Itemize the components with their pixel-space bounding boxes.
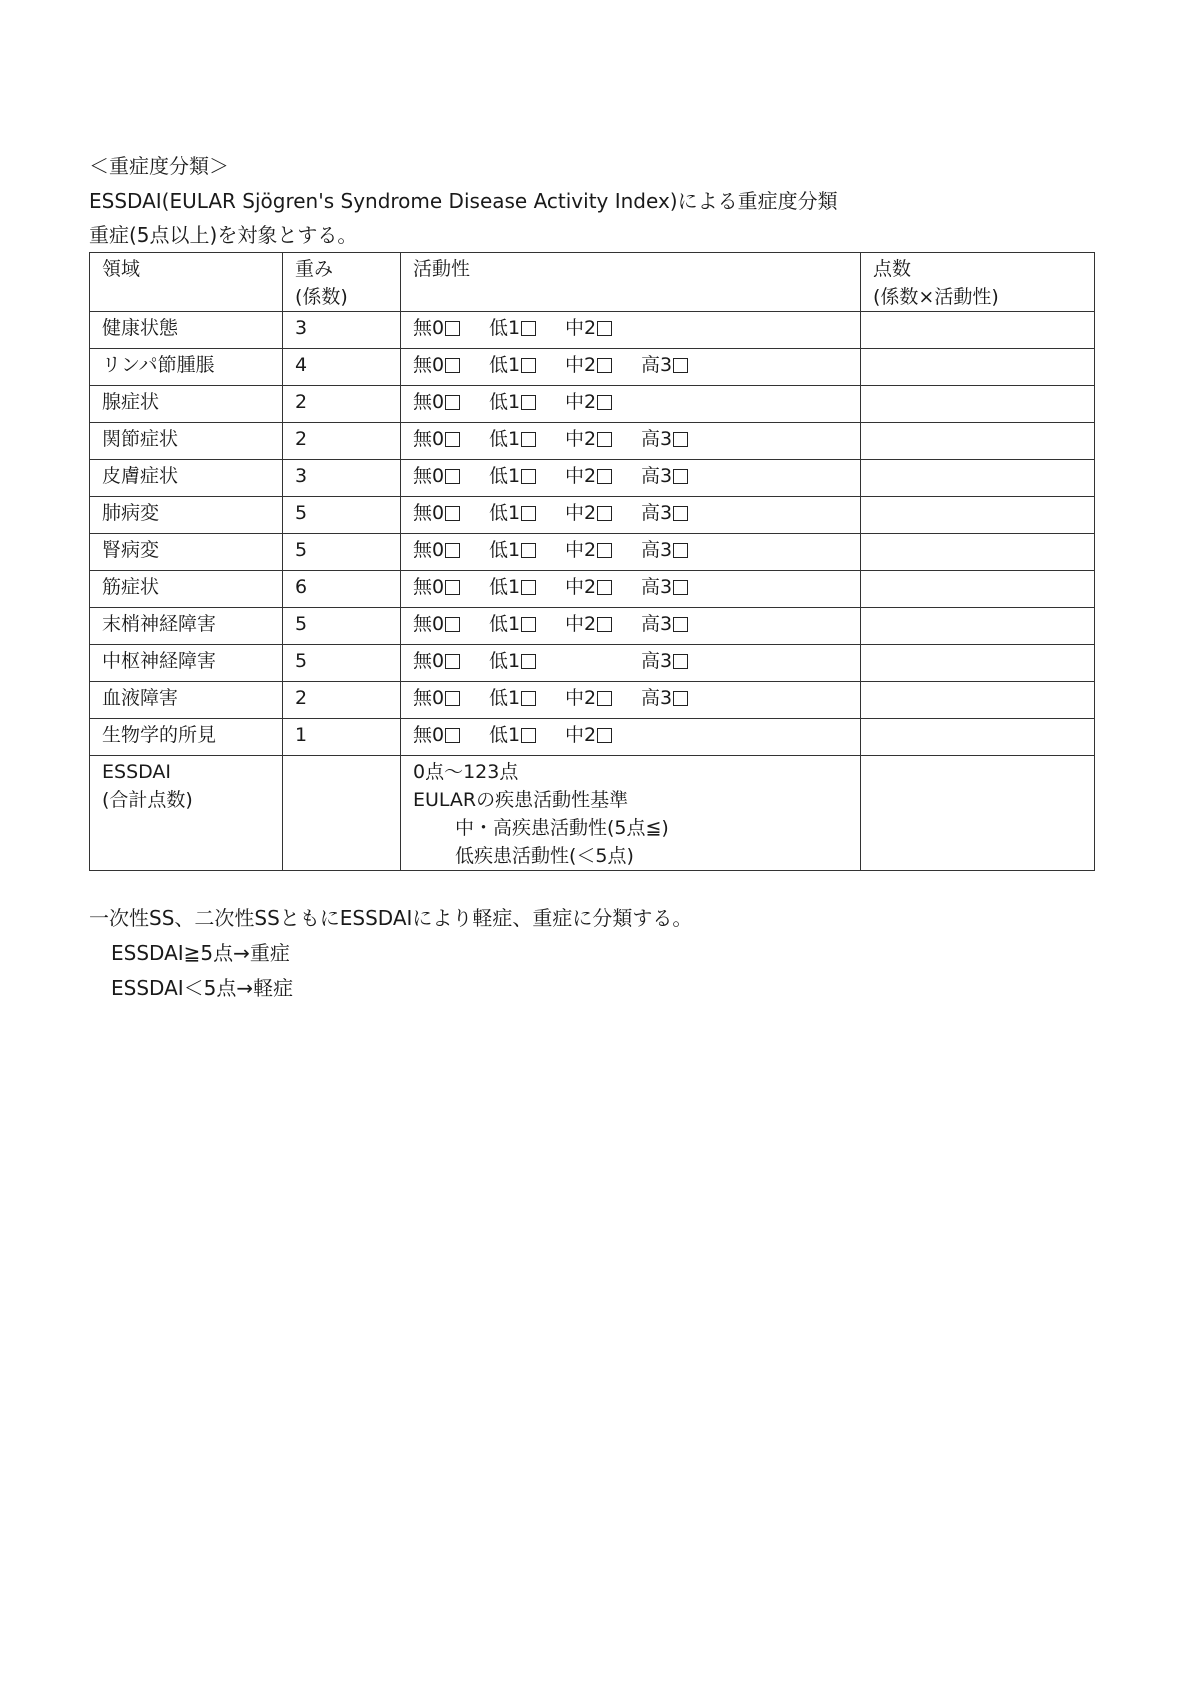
activity-option[interactable] <box>641 573 717 601</box>
activity-option-label: 高3 <box>641 465 673 487</box>
checkbox-icon[interactable] <box>521 728 536 743</box>
activity-option-label: 高3 <box>641 354 673 376</box>
checkbox-icon[interactable] <box>597 358 612 373</box>
activity-option[interactable] <box>565 573 641 601</box>
checkbox-icon[interactable] <box>445 469 460 484</box>
checkbox-icon[interactable] <box>673 432 688 447</box>
activity-option[interactable] <box>489 425 565 453</box>
checkbox-icon[interactable] <box>521 654 536 669</box>
activity-option-label: 中2 <box>565 428 597 450</box>
activity-option[interactable] <box>565 351 641 379</box>
activity-option-label: 中2 <box>565 354 597 376</box>
activity-option[interactable] <box>489 462 565 490</box>
activity-cell <box>401 312 861 349</box>
domain-cell: 肺病変 <box>90 497 283 534</box>
activity-option[interactable] <box>489 388 565 416</box>
domain-cell: リンパ節腫脹 <box>90 349 283 386</box>
activity-option-label: 高3 <box>641 576 673 598</box>
weight-cell: 4 <box>283 349 401 386</box>
activity-option-label: 中2 <box>565 391 597 413</box>
activity-option[interactable] <box>565 314 641 342</box>
table-row <box>90 534 1095 571</box>
activity-option-label: 低1 <box>489 539 521 561</box>
activity-option[interactable] <box>641 684 717 712</box>
activity-option-label: 低1 <box>489 465 521 487</box>
table-row <box>90 386 1095 423</box>
target-statement: 重症(5点以上)を対象とする。 <box>89 223 358 247</box>
activity-option-label: 中2 <box>565 317 597 339</box>
activity-option[interactable] <box>565 536 641 564</box>
header-score: 点数 (係数×活動性) <box>861 253 1095 312</box>
weight-cell: 2 <box>283 682 401 719</box>
score-cell[interactable] <box>861 682 1095 719</box>
activity-option-label: 中2 <box>565 465 597 487</box>
activity-option-label: 低1 <box>489 650 521 672</box>
domain-cell: 腎病変 <box>90 534 283 571</box>
weight-cell: 2 <box>283 423 401 460</box>
severe-rule: ESSDAI≧5点→重症 <box>111 941 290 965</box>
checkbox-icon[interactable] <box>673 654 688 669</box>
checkbox-icon[interactable] <box>673 506 688 521</box>
activity-option[interactable] <box>413 536 489 564</box>
activity-cell <box>401 349 861 386</box>
activity-option[interactable] <box>489 610 565 638</box>
activity-option-label: 中2 <box>565 724 597 746</box>
activity-cell <box>401 497 861 534</box>
activity-option[interactable] <box>489 573 565 601</box>
total-activity-cell: 0点～123点 EULARの疾患活動性基準 中・高疾患活動性(5点≦) 低疾患活動性(＜5点) <box>401 756 861 871</box>
weight-cell: 2 <box>283 386 401 423</box>
table-header-row <box>90 253 1095 312</box>
checkbox-icon[interactable] <box>597 691 612 706</box>
activity-option-label: 低1 <box>489 687 521 709</box>
weight-cell: 5 <box>283 645 401 682</box>
section-subtitle: ESSDAI(EULAR Sjögren's Syndrome Disease Activity Index)による重症度分類 <box>89 189 838 213</box>
checkbox-icon[interactable] <box>521 321 536 336</box>
activity-option[interactable] <box>489 314 565 342</box>
checkbox-icon[interactable] <box>445 506 460 521</box>
checkbox-icon[interactable] <box>597 543 612 558</box>
activity-option-label: 無0 <box>413 354 445 376</box>
checkbox-icon[interactable] <box>597 728 612 743</box>
checkbox-icon[interactable] <box>445 543 460 558</box>
score-cell[interactable] <box>861 645 1095 682</box>
table-row <box>90 682 1095 719</box>
checkbox-icon[interactable] <box>673 469 688 484</box>
activity-cell <box>401 682 861 719</box>
activity-option-label: 高3 <box>641 502 673 524</box>
weight-cell: 3 <box>283 312 401 349</box>
checkbox-icon[interactable] <box>597 617 612 632</box>
activity-option-label: 低1 <box>489 391 521 413</box>
checkbox-icon[interactable] <box>597 469 612 484</box>
activity-option[interactable] <box>641 647 717 675</box>
table-row <box>90 460 1095 497</box>
checkbox-icon[interactable] <box>521 580 536 595</box>
checkbox-icon[interactable] <box>445 580 460 595</box>
checkbox-icon[interactable] <box>521 469 536 484</box>
activity-option-label: 高3 <box>641 650 673 672</box>
activity-option[interactable] <box>565 425 641 453</box>
checkbox-icon[interactable] <box>521 617 536 632</box>
activity-cell <box>401 571 861 608</box>
weight-cell: 6 <box>283 571 401 608</box>
activity-option[interactable] <box>565 684 641 712</box>
activity-option-label: 無0 <box>413 650 445 672</box>
activity-option-label: 高3 <box>641 613 673 635</box>
table-row <box>90 571 1095 608</box>
activity-option-label: 低1 <box>489 613 521 635</box>
checkbox-icon[interactable] <box>673 580 688 595</box>
activity-option-label: 高3 <box>641 539 673 561</box>
domain-cell: 関節症状 <box>90 423 283 460</box>
activity-option-label: 無0 <box>413 539 445 561</box>
activity-option-label: 高3 <box>641 428 673 450</box>
activity-option-label: 低1 <box>489 502 521 524</box>
checkbox-icon[interactable] <box>597 432 612 447</box>
activity-option[interactable] <box>413 388 489 416</box>
section-heading: ＜重症度分類＞ <box>89 154 229 178</box>
checkbox-icon[interactable] <box>445 395 460 410</box>
activity-option[interactable] <box>565 721 641 749</box>
checkbox-icon[interactable] <box>597 506 612 521</box>
score-cell[interactable] <box>861 719 1095 756</box>
activity-option[interactable] <box>413 351 489 379</box>
activity-option[interactable] <box>489 351 565 379</box>
checkbox-icon[interactable] <box>445 432 460 447</box>
table-row <box>90 349 1095 386</box>
checkbox-icon[interactable] <box>521 395 536 410</box>
activity-option[interactable] <box>413 499 489 527</box>
activity-option[interactable] <box>489 536 565 564</box>
activity-option[interactable] <box>413 425 489 453</box>
activity-option-label: 中2 <box>565 502 597 524</box>
domain-cell: 健康状態 <box>90 312 283 349</box>
checkbox-icon[interactable] <box>673 543 688 558</box>
activity-option[interactable] <box>641 462 717 490</box>
activity-option[interactable] <box>641 536 717 564</box>
score-cell[interactable] <box>861 423 1095 460</box>
score-cell[interactable] <box>861 312 1095 349</box>
domain-cell: 末梢神経障害 <box>90 608 283 645</box>
activity-option-label: 無0 <box>413 724 445 746</box>
checkbox-icon[interactable] <box>597 395 612 410</box>
checkbox-icon[interactable] <box>521 543 536 558</box>
score-cell[interactable] <box>861 386 1095 423</box>
checkbox-icon[interactable] <box>445 691 460 706</box>
activity-cell <box>401 386 861 423</box>
activity-option[interactable] <box>413 684 489 712</box>
checkbox-icon[interactable] <box>521 506 536 521</box>
table-row <box>90 719 1095 756</box>
activity-option-label: 低1 <box>489 317 521 339</box>
essdai-table <box>89 252 1095 871</box>
activity-option[interactable] <box>489 684 565 712</box>
activity-option[interactable] <box>641 351 717 379</box>
score-cell[interactable] <box>861 608 1095 645</box>
domain-cell: 皮膚症状 <box>90 460 283 497</box>
checkbox-icon[interactable] <box>445 654 460 669</box>
activity-option-label: 無0 <box>413 613 445 635</box>
activity-option-label: 低1 <box>489 576 521 598</box>
activity-option[interactable] <box>641 610 717 638</box>
total-weight-cell <box>283 756 401 871</box>
activity-option-label: 無0 <box>413 576 445 598</box>
checkbox-icon[interactable] <box>445 617 460 632</box>
weight-cell: 3 <box>283 460 401 497</box>
activity-cell <box>401 460 861 497</box>
activity-option-label: 無0 <box>413 317 445 339</box>
activity-option[interactable] <box>413 647 489 675</box>
table-row <box>90 423 1095 460</box>
activity-option-label: 高3 <box>641 687 673 709</box>
activity-option[interactable] <box>565 388 641 416</box>
total-domain-cell: ESSDAI (合計点数) <box>90 756 283 871</box>
checkbox-icon[interactable] <box>445 358 460 373</box>
activity-option[interactable] <box>565 610 641 638</box>
header-weight: 重み (係数) <box>283 253 401 312</box>
activity-option[interactable] <box>413 462 489 490</box>
activity-option[interactable] <box>489 499 565 527</box>
essdai-total-row <box>90 756 1095 871</box>
mild-rule: ESSDAI＜5点→軽症 <box>111 976 294 1000</box>
activity-option[interactable] <box>413 721 489 749</box>
activity-option[interactable] <box>413 573 489 601</box>
activity-option-label: 低1 <box>489 724 521 746</box>
checkbox-icon[interactable] <box>597 321 612 336</box>
activity-option-label: 無0 <box>413 391 445 413</box>
score-cell[interactable] <box>861 497 1095 534</box>
activity-option[interactable] <box>413 610 489 638</box>
activity-cell <box>401 534 861 571</box>
domain-cell: 筋症状 <box>90 571 283 608</box>
checkbox-icon[interactable] <box>521 432 536 447</box>
activity-option-label: 中2 <box>565 613 597 635</box>
weight-cell: 5 <box>283 608 401 645</box>
activity-option-label: 中2 <box>565 687 597 709</box>
activity-option-label: 低1 <box>489 354 521 376</box>
activity-option[interactable] <box>565 462 641 490</box>
checkbox-icon[interactable] <box>673 358 688 373</box>
activity-option-label: 無0 <box>413 687 445 709</box>
checkbox-icon[interactable] <box>445 728 460 743</box>
activity-option[interactable] <box>413 314 489 342</box>
checkbox-icon[interactable] <box>521 691 536 706</box>
table-row <box>90 312 1095 349</box>
score-cell[interactable] <box>861 571 1095 608</box>
activity-cell <box>401 719 861 756</box>
table-row <box>90 497 1095 534</box>
score-cell[interactable] <box>861 460 1095 497</box>
activity-option-label: 低1 <box>489 428 521 450</box>
activity-option[interactable] <box>641 499 717 527</box>
table-row <box>90 608 1095 645</box>
checkbox-icon[interactable] <box>673 691 688 706</box>
score-cell[interactable] <box>861 534 1095 571</box>
activity-option-label: 無0 <box>413 428 445 450</box>
activity-option-label: 中2 <box>565 539 597 561</box>
activity-option-label: 中2 <box>565 576 597 598</box>
domain-cell: 血液障害 <box>90 682 283 719</box>
activity-option[interactable] <box>565 499 641 527</box>
checkbox-icon[interactable] <box>445 321 460 336</box>
weight-cell: 5 <box>283 497 401 534</box>
weight-cell: 1 <box>283 719 401 756</box>
header-domain: 領域 <box>90 253 283 312</box>
table-row <box>90 645 1095 682</box>
activity-option[interactable] <box>489 647 565 675</box>
header-activity: 活動性 <box>401 253 861 312</box>
checkbox-icon[interactable] <box>673 617 688 632</box>
domain-cell: 生物学的所見 <box>90 719 283 756</box>
activity-option[interactable] <box>489 721 565 749</box>
classification-note: 一次性SS、二次性SSともにESSDAIにより軽症、重症に分類する。 <box>89 906 693 930</box>
score-cell[interactable] <box>861 349 1095 386</box>
checkbox-icon[interactable] <box>597 580 612 595</box>
activity-option-label: 無0 <box>413 465 445 487</box>
activity-option[interactable] <box>641 425 717 453</box>
weight-cell: 5 <box>283 534 401 571</box>
domain-cell: 中枢神経障害 <box>90 645 283 682</box>
domain-cell: 腺症状 <box>90 386 283 423</box>
activity-option-label: 無0 <box>413 502 445 524</box>
activity-cell <box>401 645 861 682</box>
checkbox-icon[interactable] <box>521 358 536 373</box>
activity-cell <box>401 423 861 460</box>
total-score-cell[interactable] <box>861 756 1095 871</box>
activity-cell <box>401 608 861 645</box>
